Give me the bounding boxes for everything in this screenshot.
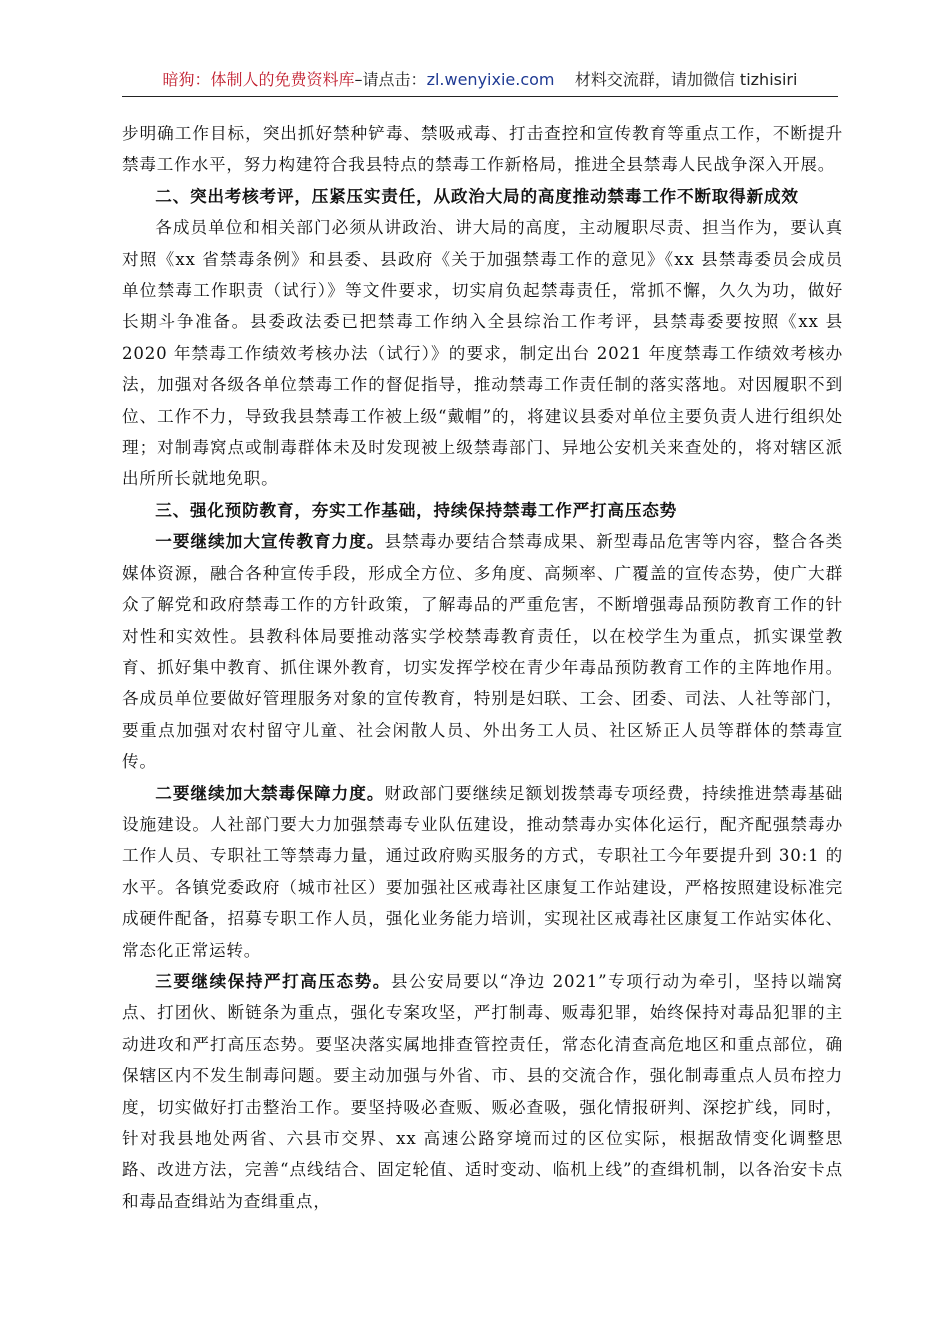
- paragraph-publicity: [122, 526, 843, 777]
- header-click-prefix: –请点击：: [354, 70, 427, 89]
- header-link[interactable]: zl.wenyixie.com: [426, 70, 555, 89]
- section-heading-3: 三、强化预防教育，夯实工作基础，持续保持禁毒工作严打高压态势: [155, 499, 677, 520]
- paragraph-guarantee-lead: 二要继续加大禁毒保障力度。: [155, 782, 385, 803]
- paragraph-guarantee: [122, 778, 843, 966]
- section-heading-2: 二、突出考核考评，压紧压实责任，从政治大局的高度推动禁毒工作不断取得新成效: [155, 185, 799, 206]
- paragraph-assessment: 各成员单位和相关部门必须从讲政治、讲大局的高度，主动履职尽责、担当作为，要认真对照《xx 省禁毒条例》和县委、县政府《关于加强禁毒工作的意见》《xx 县禁毒委员会成员单位禁毒工作职责（试行）》等文件要求，切实肩负起禁毒责任，常抓不懈，久久为功，做好长期斗争准备。县委政法委已把禁毒工作纳入全县综治工作考评，县禁毒委要按照《xx 县 2020 年禁毒工作绩效考核办法（试行）》的要求，制定出台 2021 年度禁毒工作绩效考核办法，加强对各级各单位禁毒工作的督促指导，推动禁毒工作责任制的落实落地。对因履职不到位、工作不力，导致我县禁毒工作被上级“戴帽”的，将建议县委对单位主要负责人进行组织处理；对制毒窝点或制毒群体未及时发现被上级禁毒部门、异地公安机关来查处的，将对辖区派出所所长就地免职。: [122, 218, 843, 489]
- paragraph-crackdown-text: 县公安局要以“净边 2021”专项行动为牵引，坚持以端窝点、打团伙、断链条为重点，强化专案攻坚，严打制毒、贩毒犯罪，始终保持对毒品犯罪的主动进攻和严打高压态势。要坚决落实属地排查管控责任，常态化清查高危地区和重点部位，确保辖区内不发生制毒问题。要主动加强与外省、市、县的交流合作，强化制毒重点人员布控力度，切实做好打击整治工作。要坚持吸必查贩、贩必查吸，强化情报研判、深挖扩线，同时，针对我县地处两省、六县市交界、xx 高速公路穿境而过的区位实际，根据敌情变化调整思路、改进方法，完善“点线结合、固定轮值、适时变动、临机上线”的查缉机制，以各治安卡点和毒品查缉站为查缉重点，: [122, 971, 843, 1211]
- paragraph-publicity-lead: 一要继续加大宣传教育力度。: [155, 531, 385, 552]
- paragraph-crackdown-lead: 三要继续保持严打高压态势。: [155, 970, 391, 991]
- paragraph-crackdown: [122, 966, 843, 1217]
- page-header: [122, 68, 838, 97]
- paragraph-publicity-text: 县禁毒办要结合禁毒成果、新型毒品危害等内容，整合各类媒体资源，融合各种宣传手段，形成全方位、多角度、高频率、广覆盖的宣传态势，使广大群众了解党和政府禁毒工作的方针政策，了解毒品的严重危害，不断增强毒品预防教育工作的针对性和实效性。县教科体局要推动落实学校禁毒教育责任，以在校学生为重点，抓实课堂教育、抓好集中教育、抓住课外教育，切实发挥学校在青少年毒品预防教育工作的主阵地作用。各成员单位要做好管理服务对象的宣传教育，特别是妇联、工会、团委、司法、人社等部门，要重点加强对农村留守儿童、社会闲散人员、外出务工人员、社区矫正人员等群体的禁毒宣传。: [122, 532, 843, 772]
- header-brand: 暗狗：体制人的免费资料库: [162, 70, 355, 89]
- header-wechat: 材料交流群，请加微信 tizhisiri: [574, 70, 798, 89]
- paragraph-guarantee-text: 财政部门要继续足额划拨禁毒专项经费，持续推进禁毒基础设施建设。人社部门要大力加强禁毒专业队伍建设，推动禁毒办实体化运行，配齐配强禁毒办工作人员、专职社工等禁毒力量，通过政府购买服务的方式，专职社工今年要提升到 30:1 的水平。各镇党委政府（城市社区）要加强社区戒毒社区康复工作站建设，严格按照建设标准完成硬件配备，招募专职工作人员，强化业务能力培训，实现社区戒毒社区康复工作站实体化、常态化正常运转。: [122, 783, 843, 960]
- paragraph-continued: 步明确工作目标，突出抓好禁种铲毒、禁吸戒毒、打击查控和宣传教育等重点工作，不断提升禁毒工作水平，努力构建符合我县特点的禁毒工作新格局，推进全县禁毒人民战争深入开展。: [122, 124, 843, 175]
- document-body: [122, 118, 843, 1217]
